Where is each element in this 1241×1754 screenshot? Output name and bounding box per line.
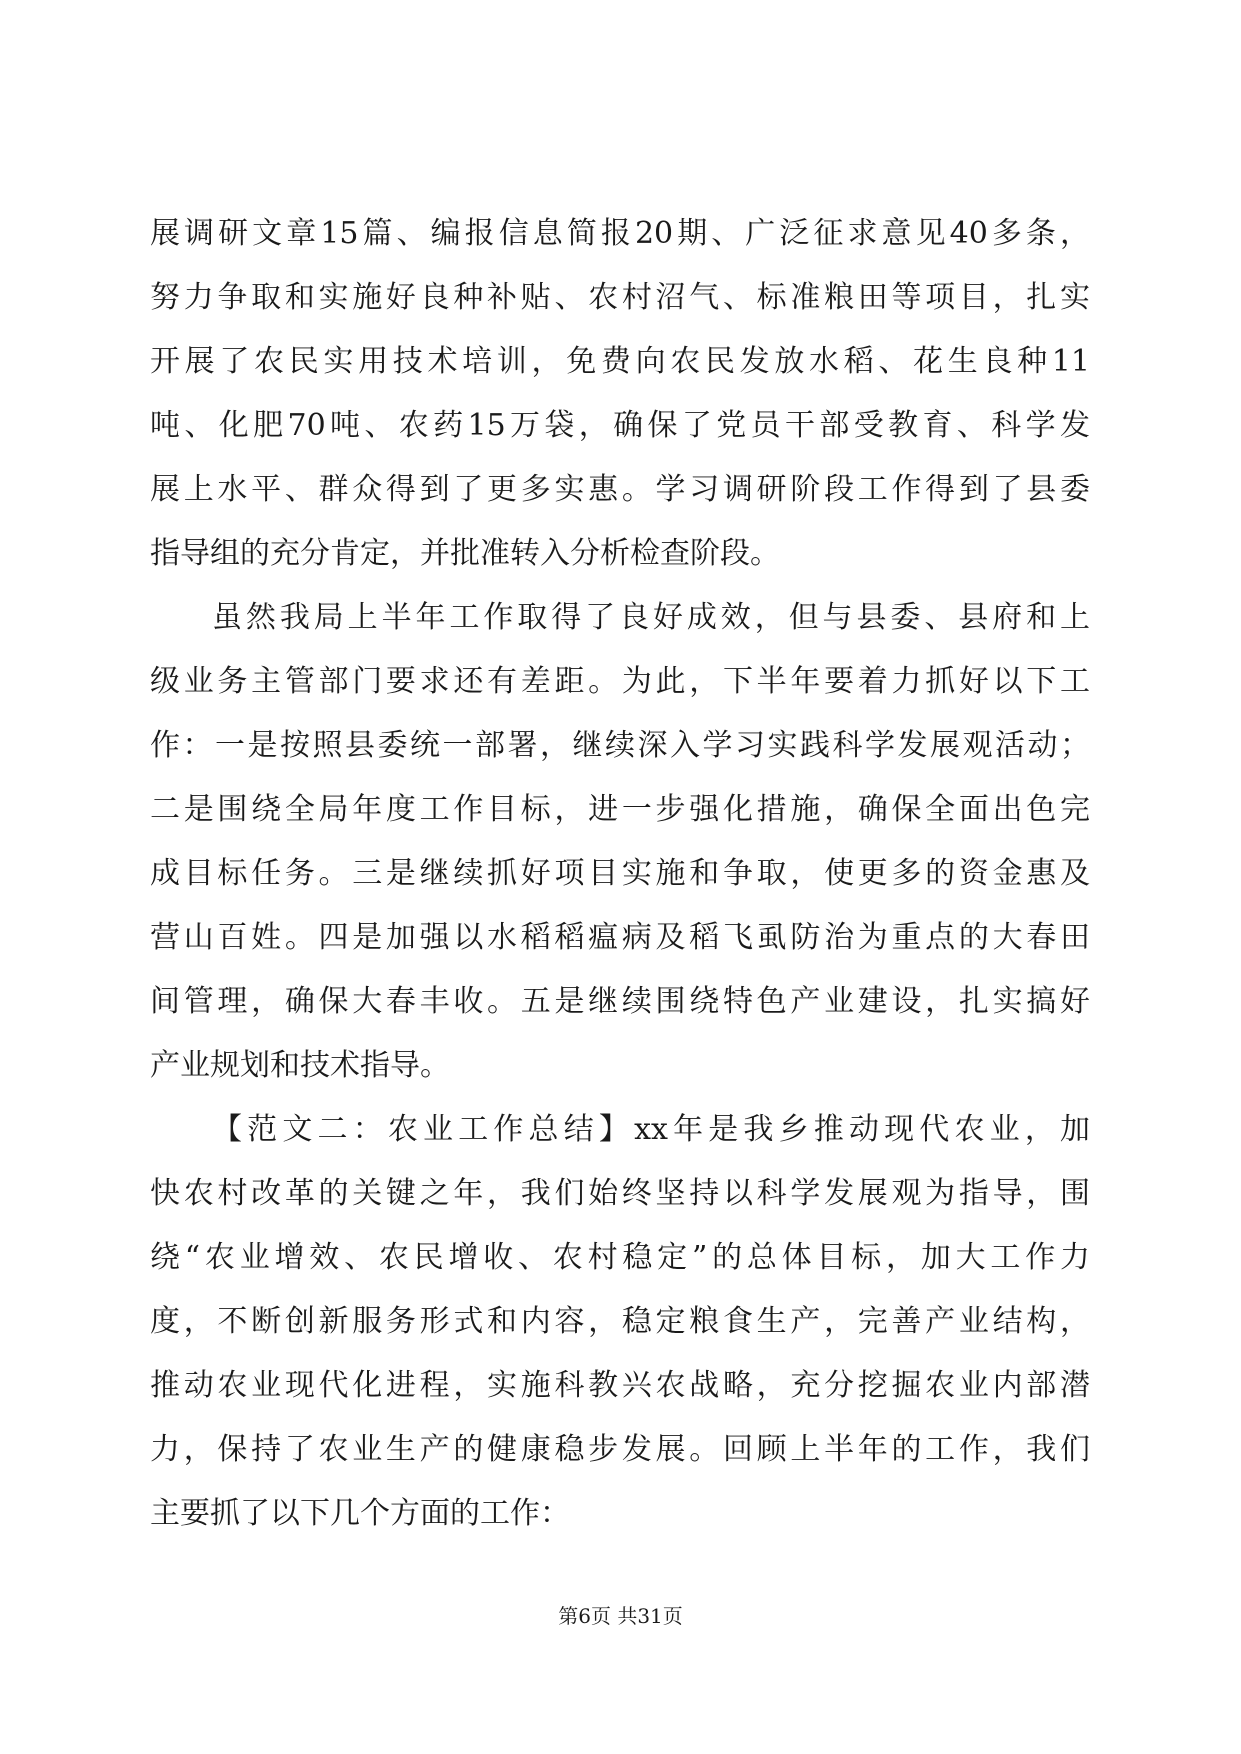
text-line: 展上水平、群众得到了更多实惠。学习调研阶段工作得到了县委	[150, 472, 1090, 507]
text-line: 级业务主管部门要求还有差距。为此，下半年要着力抓好以下工	[150, 664, 1090, 699]
document-body	[150, 202, 1090, 1546]
page-number-footer: 第6页 共31页	[558, 1604, 683, 1628]
text-line: 开展了农民实用技术培训，免费向农民发放水稻、花生良种11	[150, 344, 1090, 379]
text-line: 快农村改革的关键之年，我们始终坚持以科学发展观为指导，围	[150, 1176, 1090, 1211]
text-line: 间管理，确保大春丰收。五是继续围绕特色产业建设，扎实搞好	[150, 984, 1090, 1019]
text-line: 成目标任务。三是继续抓好项目实施和争取，使更多的资金惠及	[150, 856, 1090, 891]
paragraph-2	[150, 586, 1090, 1098]
paragraph-3	[150, 1098, 1090, 1546]
text-line: 展调研文章15篇、编报信息简报20期、广泛征求意见40多条，	[150, 216, 1090, 251]
text-line: 努力争取和实施好良种补贴、农村沼气、标准粮田等项目，扎实	[150, 280, 1090, 315]
text-line: 吨、化肥70吨、农药15万袋，确保了党员干部受教育、科学发	[150, 408, 1090, 443]
text-line: 虽然我局上半年工作取得了良好成效，但与县委、县府和上	[212, 600, 1090, 635]
text-line: 度，不断创新服务形式和内容，稳定粮食生产，完善产业结构，	[150, 1304, 1090, 1339]
text-line: 作：一是按照县委统一部署，继续深入学习实践科学发展观活动；	[150, 728, 1090, 763]
text-line: 绕“农业增效、农民增收、农村稳定”的总体目标，加大工作力	[150, 1240, 1090, 1275]
text-line: 力，保持了农业生产的健康稳步发展。回顾上半年的工作，我们	[150, 1432, 1090, 1467]
text-line: 营山百姓。四是加强以水稻稻瘟病及稻飞虱防治为重点的大春田	[150, 920, 1090, 955]
text-line: 推动农业现代化进程，实施科教兴农战略，充分挖掘农业内部潜	[150, 1368, 1090, 1403]
text-line: 主要抓了以下几个方面的工作：	[150, 1496, 570, 1531]
text-line: 产业规划和技术指导。	[150, 1048, 450, 1083]
text-line: 二是围绕全局年度工作目标，进一步强化措施，确保全面出色完	[150, 792, 1090, 827]
text-line: 【范文二：农业工作总结】xx年是我乡推动现代农业，加	[212, 1112, 1090, 1147]
paragraph-1	[150, 202, 1090, 586]
text-line: 指导组的充分肯定，并批准转入分析检查阶段。	[150, 536, 780, 571]
